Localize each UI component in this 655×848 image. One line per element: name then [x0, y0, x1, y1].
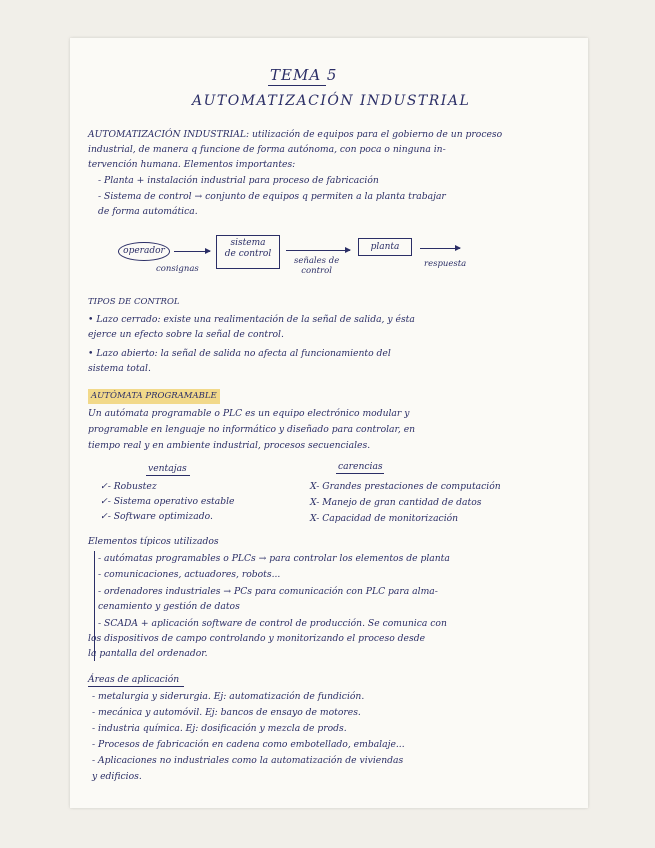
notebook-page — [70, 38, 588, 808]
control-type-line: • Lazo cerrado: existe una realimentación de la señal de salida, y ésta — [88, 314, 415, 325]
plc-line: programable en lenguaje no informático y diseñado para controlar, en — [88, 424, 416, 435]
advantage-item: ✓- Sistema operativo estable — [100, 496, 235, 507]
intro-line: AUTOMATIZACIÓN INDUSTRIAL: utilización de equipos para el gobierno de un proceso — [88, 129, 503, 140]
drawbacks-heading: carencias — [338, 461, 383, 472]
element-line: los dispositivos de campo controlando y monitorizando el proceso desde — [88, 633, 426, 644]
area-line: - Procesos de fabricación en cadena como embotellado, embalaje... — [92, 739, 405, 750]
arrow-icon — [420, 248, 460, 249]
page-subtitle: AUTOMATIZACIÓN INDUSTRIAL — [192, 93, 471, 109]
element-line: cenamiento y gestión de datos — [98, 601, 240, 612]
intro-line: de forma automática. — [98, 206, 198, 217]
area-line: - metalurgia y siderurgia. Ej: automatización de fundición. — [92, 691, 365, 702]
control-type-line: • Lazo abierto: la señal de salida no afecta al funcionamiento del — [88, 348, 391, 359]
section-heading: Áreas de aplicación — [88, 674, 180, 685]
intro-line: tervención humana. Elementos importantes: — [88, 159, 296, 170]
heading-underline — [146, 475, 190, 476]
advantage-item: ✓- Software optimizado. — [100, 511, 213, 522]
element-line: - SCADA + aplicación software de control de producción. Se comunica con — [98, 618, 447, 629]
heading-underline — [336, 473, 384, 474]
plc-line: Un autómata programable o PLC es un equipo electrónico modular y — [88, 408, 410, 419]
heading-underline — [88, 686, 184, 687]
signals-label-line: control — [301, 266, 332, 276]
control-type-line: ejerce un efecto sobre la señal de control. — [88, 329, 284, 340]
consignas-label: consignas — [156, 264, 199, 274]
element-line: - autómatas programables o PLCs → para controlar los elementos de planta — [98, 553, 450, 564]
response-label: respuesta — [424, 259, 467, 269]
plant-box: planta — [358, 238, 412, 256]
area-line: - Aplicaciones no industriales como la automatización de viviendas — [92, 755, 404, 766]
section-heading: AUTÓMATA PROGRAMABLE — [88, 389, 220, 404]
signals-label — [294, 256, 339, 276]
drawback-item: X- Manejo de gran cantidad de datos — [310, 497, 482, 508]
control-type-line: sistema total. — [88, 363, 151, 374]
operator-node: operador — [118, 242, 170, 261]
control-system-label: sistema — [230, 238, 266, 248]
plc-line: tiempo real y en ambiente industrial, procesos secuenciales. — [88, 440, 371, 451]
arrow-icon — [286, 250, 350, 251]
area-line: y edificios. — [92, 771, 142, 782]
element-line: - comunicaciones, actuadores, robots... — [98, 569, 281, 580]
advantage-item: ✓- Robustez — [100, 481, 157, 492]
advantages-heading: ventajas — [148, 463, 187, 474]
element-line: la pantalla del ordenador. — [88, 648, 208, 659]
control-system-box — [216, 235, 280, 269]
intro-line: industrial, de manera q funcione de forma autónoma, con poca o ninguna in- — [88, 144, 446, 155]
signals-label-line: señales de — [294, 256, 340, 266]
section-heading: TIPOS DE CONTROL — [88, 297, 180, 307]
area-line: - industria química. Ej: dosificación y mezcla de prods. — [92, 723, 347, 734]
intro-line: - Planta + instalación industrial para proceso de fabricación — [98, 175, 379, 186]
drawback-item: X- Capacidad de monitorización — [310, 513, 459, 524]
page-title: TEMA 5 — [270, 66, 338, 84]
title-underline — [268, 85, 326, 86]
intro-line: - Sistema de control → conjunto de equipos q permiten a la planta trabajar — [98, 191, 446, 202]
element-line: - ordenadores industriales → PCs para comunicación con PLC para alma- — [98, 586, 438, 597]
control-system-label: de control — [224, 249, 272, 259]
section-heading: Elementos típicos utilizados — [88, 536, 219, 547]
arrow-icon — [174, 251, 210, 252]
area-line: - mecánica y automóvil. Ej: bancos de ensayo de motores. — [92, 707, 361, 718]
drawback-item: X- Grandes prestaciones de computación — [310, 481, 501, 492]
